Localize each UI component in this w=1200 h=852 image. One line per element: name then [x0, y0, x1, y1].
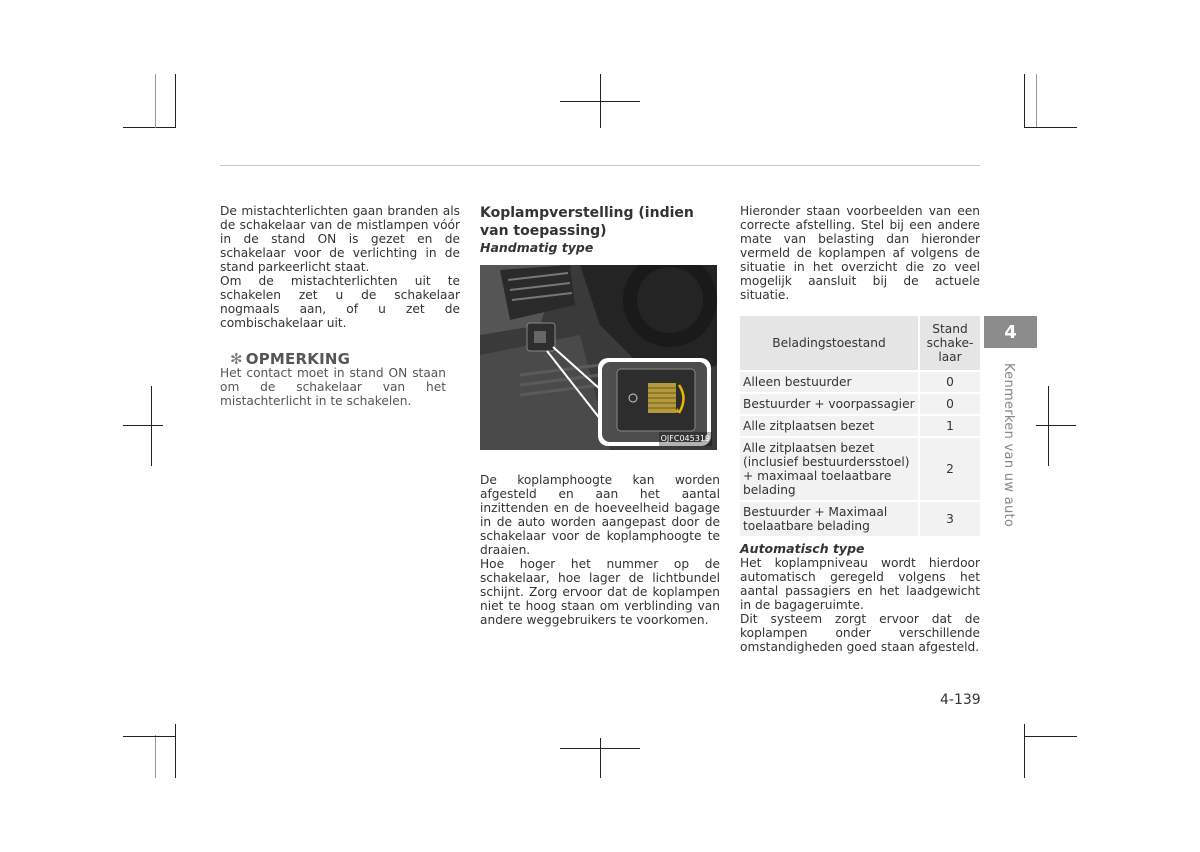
paragraph: Hieronder staan voorbeelden van een correcte afstelling. Stel bij een andere mate van belasting dan hieronder vermeld de koplampen af volgens de situatie in het overzicht die zo veel mogelijk aansluit bij de actuele situatie. — [740, 204, 980, 302]
crop-mark — [1024, 74, 1025, 128]
crop-mark — [175, 74, 176, 128]
table-row — [740, 437, 980, 501]
note-text: Het contact moet in stand ON staan om de schakelaar van het mistachterlicht in te schakelen. — [220, 366, 446, 408]
note-star-icon: ✻ — [230, 350, 243, 368]
column-left — [220, 204, 460, 408]
table-row — [740, 393, 980, 415]
note-title: OPMERKING — [245, 350, 351, 368]
load-cell: Alle zitplaatsen bezet (inclusief bestuurdersstoel) + maximaal toelaatbare belading — [740, 437, 919, 501]
registration-mark — [123, 425, 163, 426]
load-cell: Bestuurder + Maximaal toelaatbare belading — [740, 501, 919, 537]
load-cell: Alle zitplaatsen bezet — [740, 415, 919, 437]
subsection-title: Handmatig type — [480, 240, 594, 255]
registration-mark — [1048, 386, 1049, 466]
table-row — [740, 371, 980, 393]
column-middle — [480, 204, 720, 627]
registration-mark — [560, 101, 640, 102]
image-code: OJFC045319 — [659, 432, 712, 446]
subsection-title: Automatisch type — [740, 541, 865, 556]
table-row — [740, 415, 980, 437]
registration-mark — [151, 386, 152, 466]
section-title: Koplampverstelling (indien van toepassing) — [480, 205, 694, 239]
crop-mark — [155, 735, 156, 778]
registration-mark — [560, 748, 640, 749]
position-cell: 2 — [919, 437, 980, 501]
registration-mark — [1036, 425, 1076, 426]
table-row — [740, 501, 980, 537]
page-number: 4-139 — [940, 692, 981, 708]
position-cell: 3 — [919, 501, 980, 537]
column-right — [740, 204, 980, 654]
header-switch-position: Stand schake-laar — [919, 316, 980, 371]
registration-mark — [600, 738, 601, 778]
crop-mark — [123, 127, 176, 128]
position-cell: 0 — [919, 371, 980, 393]
crop-mark — [123, 736, 176, 737]
load-settings-table — [740, 316, 980, 538]
paragraph: Hoe hoger het nummer op de schakelaar, hoe lager de lichtbundel schijnt. Zorg ervoor dat de koplampen niet te hoog staan om verblinding van andere weggebruikers te voorkomen. — [480, 557, 720, 627]
paragraph: Dit systeem zorgt ervoor dat de koplampen onder verschillende omstandigheden goed staan afgesteld. — [740, 612, 980, 654]
crop-mark — [1024, 736, 1077, 737]
header-rule — [220, 165, 980, 166]
chapter-tab: 4 — [984, 316, 1037, 348]
table-header-row — [740, 316, 980, 371]
load-cell: Alleen bestuurder — [740, 371, 919, 393]
load-cell: Bestuurder + voorpassagier — [740, 393, 919, 415]
dashboard-illustration — [480, 265, 717, 450]
paragraph: Om de mistachterlichten uit te schakelen zet u de schakelaar nogmaals aan, of u zet de combischakelaar uit. — [220, 274, 460, 330]
crop-mark — [175, 724, 176, 778]
crop-mark — [155, 74, 156, 128]
position-cell: 1 — [919, 415, 980, 437]
paragraph: De koplamphoogte kan worden afgesteld en aan het aantal inzittenden en de hoeveelheid bagage in de auto worden aangepast door de schakelaar voor de koplamphoogte te draaien. — [480, 473, 720, 557]
header-load: Beladingstoestand — [740, 316, 919, 371]
paragraph: Het koplampniveau wordt hierdoor automatisch geregeld volgens het aantal passagiers en het laadgewicht in de bagageruimte. — [740, 556, 980, 612]
headlamp-switch-photo — [480, 265, 717, 450]
crop-mark — [1024, 127, 1077, 128]
crop-mark — [1036, 74, 1037, 128]
chapter-label: Kenmerken van uw auto — [1001, 363, 1016, 528]
note-heading — [230, 352, 460, 366]
paragraph: De mistachterlichten gaan branden als de schakelaar van de mistlampen vóór in de stand ON is gezet en de schakelaar voor de verlichting in de stand parkeerlicht staat. — [220, 204, 460, 274]
crop-mark — [1024, 724, 1025, 778]
position-cell: 0 — [919, 393, 980, 415]
